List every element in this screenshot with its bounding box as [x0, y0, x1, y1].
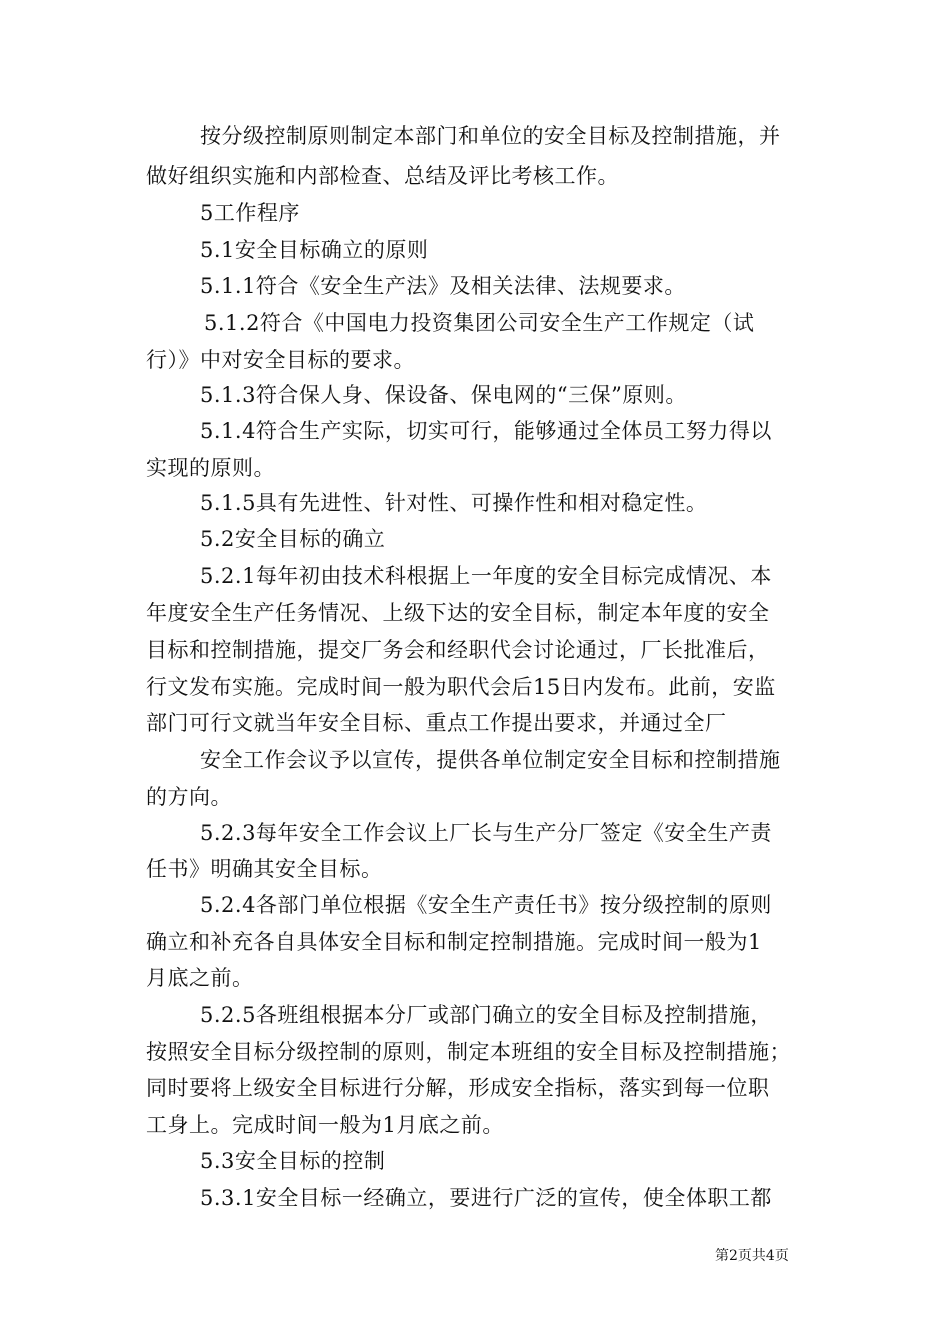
text-line: 5.1.4符合生产实际，切实可行，能够通过全体员工努力得以 — [200, 419, 772, 443]
page-number-footer: 第2页共4页 — [715, 1248, 789, 1264]
text-line: 按分级控制原则制定本部门和单位的安全目标及控制措施，并 — [200, 124, 781, 148]
text-line: 月底之前。 — [146, 966, 254, 990]
text-line: 5.3.1安全目标一经确立，要进行广泛的宣传，使全体职工都 — [200, 1186, 772, 1210]
text-line: 5.2.4各部门单位根据《安全生产责任书》按分级控制的原则 — [200, 893, 772, 917]
text-line: 5.2.3每年安全工作会议上厂长与生产分厂签定《安全生产责 — [200, 821, 772, 845]
text-line: 5.1.3符合保人身、保设备、保电网的“三保”原则。 — [200, 383, 687, 407]
text-line: 确立和补充各自具体安全目标和制定控制措施。完成时间一般为1 — [146, 930, 762, 954]
text-line: 5.2.1每年初由技术科根据上一年度的安全目标完成情况、本 — [200, 564, 772, 588]
section-heading: 5.2安全目标的确立 — [200, 527, 386, 551]
section-heading: 5工作程序 — [200, 201, 300, 225]
text-line: 做好组织实施和内部检查、总结及评比考核工作。 — [146, 164, 619, 188]
text-line: 5.2.5各班组根据本分厂或部门确立的安全目标及控制措施， — [200, 1003, 772, 1027]
text-line: 目标和控制措施，提交厂务会和经职代会讨论通过，厂长批准后， — [146, 638, 770, 662]
text-line: 5.1.2符合《中国电力投资集团公司安全生产工作规定（试 — [204, 311, 755, 335]
section-heading: 5.3安全目标的控制 — [200, 1149, 386, 1173]
text-line: 同时要将上级安全目标进行分解，形成安全指标，落实到每一位职 — [146, 1076, 770, 1100]
text-line: 的方向。 — [146, 785, 232, 809]
text-line: 5.1.5具有先进性、针对性、可操作性和相对稳定性。 — [200, 491, 708, 515]
text-line: 安全工作会议予以宣传，提供各单位制定安全目标和控制措施 — [200, 748, 781, 772]
text-line: 按照安全目标分级控制的原则，制定本班组的安全目标及控制措施； — [146, 1040, 791, 1064]
text-line: 实现的原则。 — [146, 456, 275, 480]
text-line: 任书》明确其安全目标。 — [146, 857, 383, 881]
text-line: 年度安全生产任务情况、上级下达的安全目标，制定本年度的安全 — [146, 601, 770, 625]
section-heading: 5.1安全目标确立的原则 — [200, 238, 429, 262]
text-line: 工身上。完成时间一般为1月底之前。 — [146, 1113, 504, 1137]
text-line: 5.1.1符合《安全生产法》及相关法律、法规要求。 — [200, 274, 686, 298]
text-line: 部门可行文就当年安全目标、重点工作提出要求，并通过全厂 — [146, 711, 727, 735]
text-line: 行）》中对安全目标的要求。 — [146, 348, 415, 372]
text-line: 行文发布实施。完成时间一般为职代会后15日内发布。此前，安监 — [146, 675, 776, 699]
